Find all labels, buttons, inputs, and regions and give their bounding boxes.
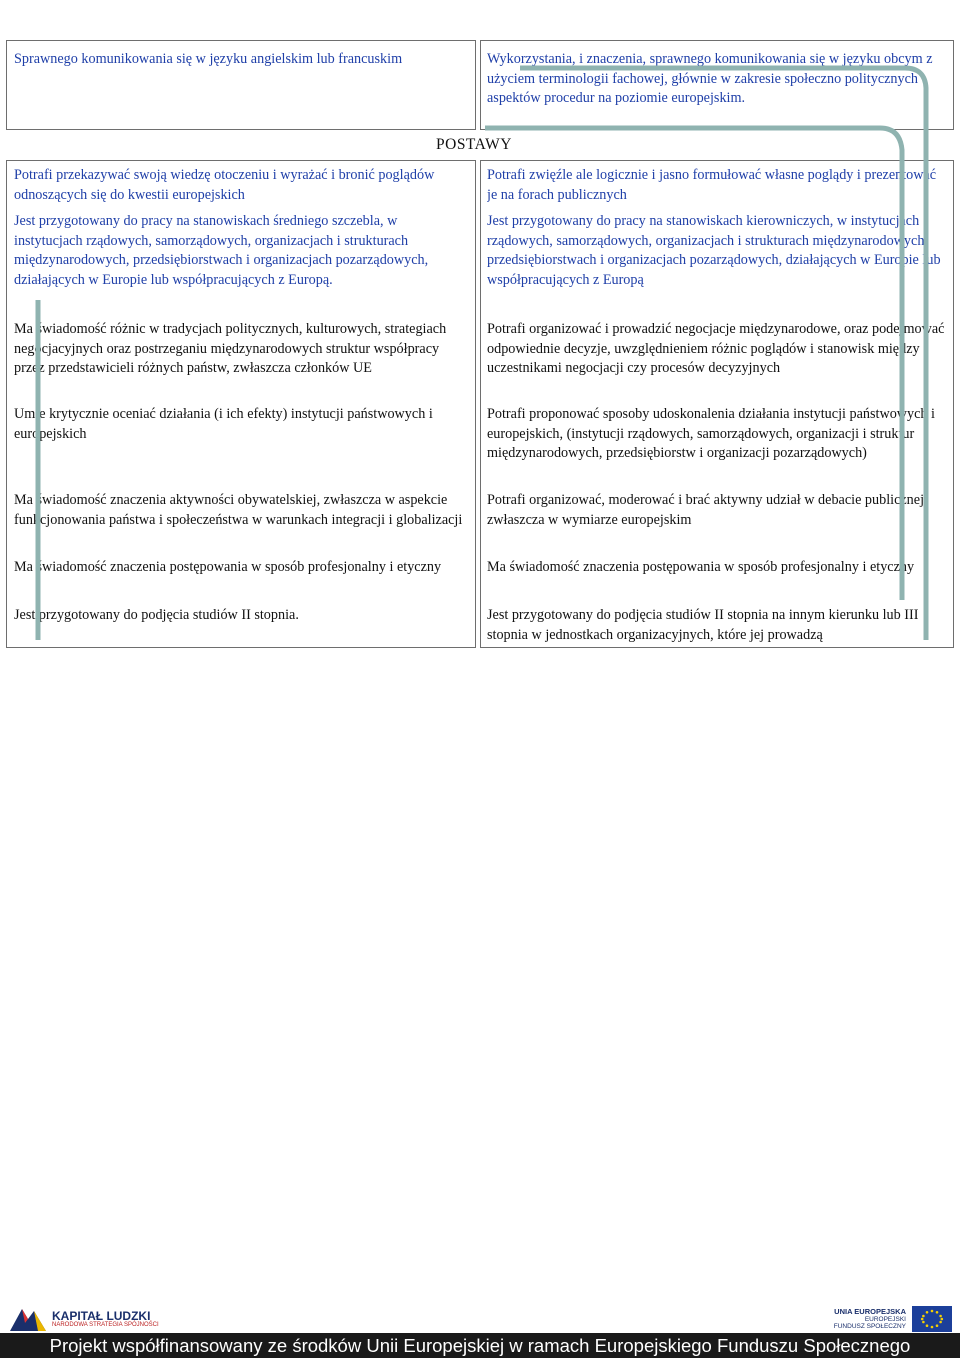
right-cell-4: Potrafi organizować i prowadzić negocjacje międzynarodowe, oraz podejmować odpowiednie decyzje, uwzględnieniem różnic poglądów i stanowisk między uczestnikami negocjacji czy procesów decyzyjnych: [487, 321, 945, 376]
eu-fund-line-2: FUNDUSZ SPOŁECZNY: [833, 1323, 906, 1330]
right-cell-3: Jest przygotowany do pracy na stanowiskach kierowniczych, w instytucjach rządowych, samorządowych, organizacjach i strukturach międzynarodowych, przedsiębiorstwach i organizacjach pozarządowych, działających w Europie lub współpracujących z Europą: [487, 213, 941, 288]
footer: [0, 650, 960, 1356]
eu-fund-line-1: EUROPEJSKI: [864, 1316, 906, 1323]
right-cell-7: Ma świadomość znaczenia postępowania w sposób profesjonalny i etyczny: [487, 559, 915, 575]
kapital-ludzki-title: KAPITAŁ LUDZKI: [52, 1308, 151, 1323]
eu-title: UNIA EUROPEJSKA: [834, 1307, 906, 1316]
funding-banner: Projekt współfinansowany ze środków Unii Europejskiej w ramach Europejskiego Funduszu Społecznego: [0, 1333, 960, 1358]
left-cell-5: Umie krytycznie oceniać działania (i ich efekty) instytucji państwowych i europejskich: [14, 406, 433, 442]
left-cell-8: Jest przygotowany do podjęcia studiów II stopnia.: [14, 607, 299, 623]
left-cell-1: Sprawnego komunikowania się w języku angielskim lub francuskim: [14, 51, 403, 67]
eu-fund-logo: [834, 1305, 952, 1333]
right-cell-2: Potrafi zwięźle ale logicznie i jasno formułować własne poglądy i prezentować je na forach publicznych: [487, 167, 937, 203]
right-cell-6: Potrafi organizować, moderować i brać aktywny udział w debacie publicznej, zwłaszcza w wymiarze europejskim: [487, 492, 928, 528]
kapital-ludzki-subtitle: NARODOWA STRATEGIA SPÓJNOŚCI: [52, 1321, 159, 1328]
right-cell-1: Wykorzystania, i znaczenia, sprawnego komunikowania się w języku obcym z użyciem terminologii fachowej, głównie w zakresie społeczno politycznych aspektów procedur na poziomie europejskim.: [487, 51, 933, 106]
left-cell-2: Potrafi przekazywać swoją wiedzę otoczeniu i wyrażać i bronić poglądów odnoszących się do kwestii europejskich: [14, 167, 435, 203]
kapital-ludzki-logo: [8, 1305, 159, 1333]
section-label-postawy: POSTAWY: [436, 136, 512, 153]
eu-flag-icon: [912, 1306, 952, 1332]
left-cell-6: Ma świadomość znaczenia aktywności obywatelskiej, zwłaszcza w aspekcie funkcjonowania państwa i społeczeństwa w warunkach integracji i globalizacji: [14, 492, 463, 528]
left-cell-3: Jest przygotowany do pracy na stanowiskach średniego szczebla, w instytucjach rządowych, samorządowych, organizacjach i strukturach międzynarodowych, przedsiębiorstwach i organizacjach pozarządowych, działających w Europie lub współpracujących z Europą.: [14, 213, 429, 288]
left-cell-4: Ma świadomość różnic w tradycjach politycznych, kulturowych, strategiach negocjacyjnych oraz postrzeganiu międzynarodowych struktur współpracy przez przedstawicieli różnych państw, zwłaszcza członków UE: [14, 321, 447, 376]
kapital-ludzki-icon: [8, 1305, 48, 1333]
right-cell-8: Jest przygotowany do podjęcia studiów II stopnia na innym kierunku lub III stopnia w jednostkach organizacyjnych, które jej prowadzą: [487, 607, 919, 643]
right-cell-5: Potrafi proponować sposoby udoskonalenia działania instytucji państwowych i europejskich, (instytucji rządowych, samorządowych, organizacji i struktur międzynarodowych, przedsiębiorstw i organizacji pozarządowych): [487, 406, 936, 461]
left-cell-7: Ma świadomość znaczenia postępowania w sposób profesjonalny i etyczny: [14, 559, 442, 575]
